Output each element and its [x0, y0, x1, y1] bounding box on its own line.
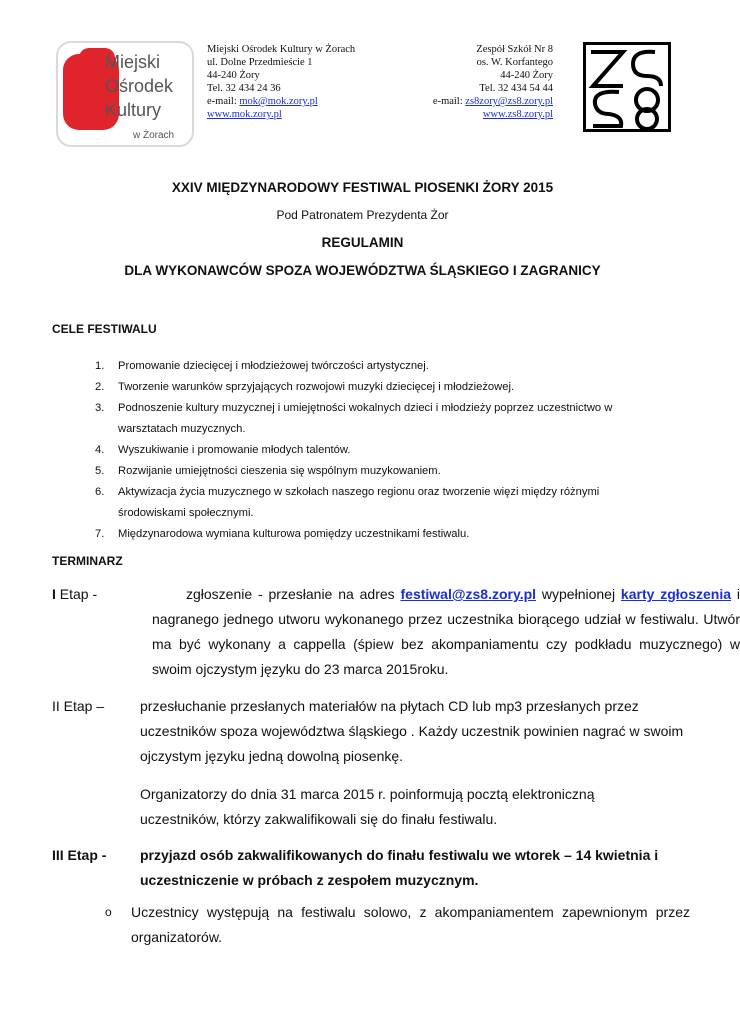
stage3-bullet	[105, 900, 690, 950]
stage1-text-c: i nagranego jednego utworu wykonanego przez uczestnika biorącego udział w festiwalu. Utwór ma być wykonany a cappella (śpiew bez akompaniamentu czy podkładu muzycznego) w swoim ojczystym języku do 23 marca 2015roku.	[152, 586, 740, 677]
zs8-phone: Tel. 32 434 54 44	[479, 83, 553, 94]
bullet-marker: o	[105, 905, 112, 919]
mok-website-row	[207, 108, 417, 121]
goal-number: 6.	[95, 486, 105, 498]
goal-text: Wyszukiwanie i promowanie młodych talentów.	[118, 444, 351, 456]
stage1-label-bold: I	[52, 586, 56, 602]
goal-item	[90, 377, 680, 398]
zs8-email-link[interactable]: zs8zory@zs8.zory.pl	[465, 96, 553, 107]
zs8-city: 44-240 Żory	[500, 70, 553, 81]
goal-item	[90, 398, 680, 440]
zs8-street: os. W. Korfantego	[476, 57, 553, 68]
festival-title: XXIV MIĘDZYNARODOWY FESTIWAL PIOSENKI ŻORY 2015	[171, 180, 554, 195]
stage1-text-a: zgłoszenie - przesłanie na adres	[186, 586, 401, 602]
stage3-label: III Etap -	[52, 847, 107, 863]
goal-number: 4.	[95, 444, 105, 456]
goal-number: 5.	[95, 465, 105, 477]
festival-email-link[interactable]: festiwal@zs8.zory.pl	[400, 586, 537, 602]
stage1-label	[52, 582, 97, 607]
goal-number: 7.	[95, 528, 105, 540]
mok-website-link[interactable]: www.mok.zory.pl	[207, 109, 282, 120]
mok-logo-line1: Miejski	[105, 52, 161, 72]
mok-phone: Tel. 32 434 24 36	[207, 83, 281, 94]
zs8-email-row	[395, 95, 553, 108]
goal-item	[90, 524, 680, 545]
stage2-text: przesłuchanie przesłanych materiałów na płytach CD lub mp3 przesłanych przez uczestników spoza województwa śląskiego . Każdy uczestnik powinien nagrać w swoim ojczystym języku jedną dowolną piosenkę.	[140, 698, 684, 764]
zs8-contact-block	[395, 43, 553, 121]
stage3-bullet-text: Uczestnicy występują na festiwalu solowo, z akompaniamentem zapewnionym przez organizatorów.	[131, 904, 690, 945]
goals-heading: CELE FESTIWALU	[52, 322, 157, 336]
goal-item	[90, 440, 680, 461]
stage2-label: II Etap –	[52, 698, 105, 714]
zs8-logo-graphic	[583, 42, 671, 132]
goal-number: 1.	[95, 360, 105, 372]
goal-text: Międzynarodowa wymiana kulturowa pomiędzy uczestnikami festiwalu.	[118, 528, 470, 540]
zs8-email-label: e-mail:	[432, 96, 466, 107]
mok-logo-line4: w Żorach	[133, 130, 175, 141]
mok-logo-line2: Ośrodek	[105, 76, 174, 96]
goal-text: Aktywizacja życia muzycznego w szkołach naszego regionu oraz tworzenie więzi między różnymi środowiskami społecznymi.	[118, 486, 600, 519]
goal-text: Tworzenie warunków sprzyjających rozwojowi muzyki dziecięcej i młodzieżowej.	[118, 381, 515, 393]
application-form-link[interactable]: karty zgłoszenia	[620, 586, 732, 602]
patronage-line: Pod Patronatem Prezydenta Żor	[276, 208, 449, 222]
goal-number: 3.	[95, 402, 105, 414]
goal-item	[90, 356, 680, 377]
zs8-logo	[583, 42, 671, 132]
goal-text: Podnoszenie kultury muzycznej i umiejętności wokalnych dzieci i młodzieży poprzez uczestnictwo w warsztatach muzycznych.	[118, 402, 613, 435]
audience-title: DLA WYKONAWCÓW SPOZA WOJEWÓDZTWA ŚLĄSKIEGO I ZAGRANICY	[124, 263, 601, 278]
mok-contact-block	[207, 43, 417, 121]
zs8-website-row	[395, 108, 553, 121]
stage1-label-rest: Etap -	[55, 586, 98, 602]
stage2-note: Organizatorzy do dnia 31 marca 2015 r. poinformują pocztą elektroniczną uczestników, którzy zakwalifikowali się do finału festiwalu.	[140, 786, 595, 827]
goals-list	[90, 356, 680, 545]
zs8-name: Zespół Szkół Nr 8	[476, 44, 553, 55]
zs8-website-link[interactable]: www.zs8.zory.pl	[482, 109, 553, 120]
mok-name: Miejski Ośrodek Kultury w Żorach	[207, 44, 356, 55]
stage3-text: przyjazd osób zakwalifikowanych do finału festiwalu we wtorek – 14 kwietnia i uczestniczenie w próbach z zespołem muzycznym.	[140, 847, 659, 888]
mok-logo-line3: Kultury	[105, 100, 162, 120]
stage1-text	[152, 582, 740, 682]
regulamin-title: REGULAMIN	[321, 235, 404, 250]
mok-email-link[interactable]: mok@mok.zory.pl	[239, 96, 318, 107]
mok-email-row	[207, 95, 417, 108]
goal-text: Rozwijanie umiejętności cieszenia się wspólnym muzykowaniem.	[118, 465, 441, 477]
mok-email-label: e-mail:	[207, 96, 240, 107]
goal-text: Promowanie dziecięcej i młodzieżowej twórczości artystycznej.	[118, 360, 429, 372]
goal-item	[90, 461, 680, 482]
mok-city: 44-240 Żory	[207, 70, 260, 81]
stage1-text-b: wypełnionej	[536, 586, 621, 602]
schedule-heading: TERMINARZ	[52, 554, 123, 568]
mok-street: ul. Dolne Przedmieście 1	[207, 57, 313, 68]
goal-item	[90, 482, 680, 524]
goal-number: 2.	[95, 381, 105, 393]
mok-logo-graphic	[55, 40, 195, 148]
mok-logo	[55, 40, 195, 148]
